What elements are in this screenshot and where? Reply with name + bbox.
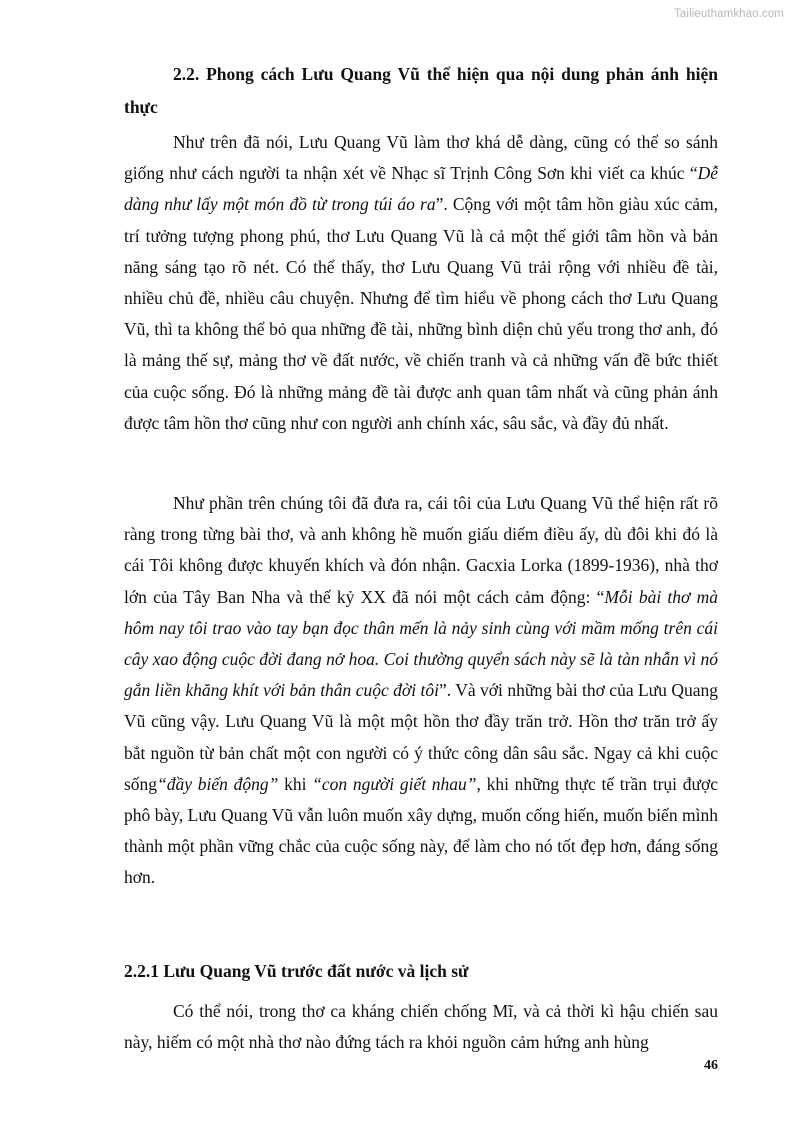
paragraph-1: [124, 127, 718, 439]
subsection-heading: 2.2.1 Lưu Quang Vũ trước đất nước và lịch sử: [124, 961, 469, 981]
paragraph-2-quote-lorca: Mỗi bài thơ mà hôm nay tôi trao vào tay bạn đọc thân mến là nảy sinh cùng với mầm mống trên cái cây xao động cuộc đời đang nở hoa. Coi thường quyển sách này sẽ là tàn nhẫn vì nó gắn liền khăng khít với bản thân cuộc đời tôi: [124, 586, 718, 701]
paragraph-2-quote-giet-nhau: “con người giết nhau”: [312, 773, 477, 794]
paragraph-2-text-a: Như phần trên chúng tôi đã đưa ra, cái tôi của Lưu Quang Vũ thể hiện rất rõ ràng trong từng bài thơ, và anh không hề muốn giấu diếm điều ấy, dù đôi khi đó là cái Tôi không được khuyến khích và đón nhận. Gacxia Lorka (1899-1936), nhà thơ lớn của Tây Ban Nha và thế kỷ XX đã nói một cách cảm động: “: [124, 493, 718, 607]
paragraph-2-text-d: , khi những thực tế trần trụi được phô bày, Lưu Quang Vũ vẫn luôn muốn xây dựng, muốn cống hiến, muốn biến mình thành một phần vững chắc của cuộc sống này, để làm cho nó tốt đẹp hơn, đáng sống hơn.: [124, 773, 718, 888]
paragraph-2-text-c: khi: [278, 773, 313, 794]
paragraph-2-quote-bien-dong: “đầy biến động”: [157, 773, 279, 794]
watermark: Tailieuthamkhao.com: [674, 8, 784, 20]
paragraph-1-text-b: ”. Cộng với một tâm hồn giàu xúc cảm, trí tưởng tượng phong phú, thơ Lưu Quang Vũ là cả một thế giới tâm hồn và bản năng sáng tạo rõ nét. Có thể thấy, thơ Lưu Quang Vũ trải rộng với nhiều đề tài, nhiều chủ đề, nhiều câu chuyện. Nhưng để tìm hiểu về phong cách thơ Lưu Quang Vũ, thì ta không thể bỏ qua những đề tài, những bình diện chủ yếu trong thơ anh, đó là mảng thế sự, mảng thơ về đất nước, về chiến tranh và cả những vấn đề bức thiết của cuộc sống. Đó là những mảng đề tài được anh quan tâm nhất và cũng phản ánh được tâm hồn thơ cũng như con người anh chính xác, sâu sắc, và đầy đủ nhất.: [124, 194, 718, 433]
page-number: 46: [704, 1058, 718, 1073]
paragraph-1-text-a: Như trên đã nói, Lưu Quang Vũ làm thơ khá dễ dàng, cũng có thể so sánh giống như cách người ta nhận xét về Nhạc sĩ Trịnh Công Sơn khi viết ca khúc “: [124, 132, 718, 184]
paragraph-2-text-b: ”. Và với những bài thơ của Lưu Quang Vũ cũng vậy. Lưu Quang Vũ là một một hồn thơ đầy trăn trở. Hồn thơ trăn trở ấy bắt nguồn từ bản chất một con người có ý thức công dân sâu sắc. Ngay cả khi cuộc sống: [124, 680, 718, 794]
paragraph-2: [124, 488, 718, 894]
section-heading: 2.2. Phong cách Lưu Quang Vũ thể hiện qua nội dung phản ánh hiện thực: [124, 64, 718, 117]
paragraph-3: Có thể nói, trong thơ ca kháng chiến chống Mĩ, và cả thời kì hậu chiến sau này, hiếm có một nhà thơ nào đứng tách ra khỏi nguồn cảm hứng anh hùng: [124, 1001, 718, 1053]
paragraph-1-quote: Dễ dàng như lấy một món đồ từ trong túi áo ra: [124, 163, 718, 215]
